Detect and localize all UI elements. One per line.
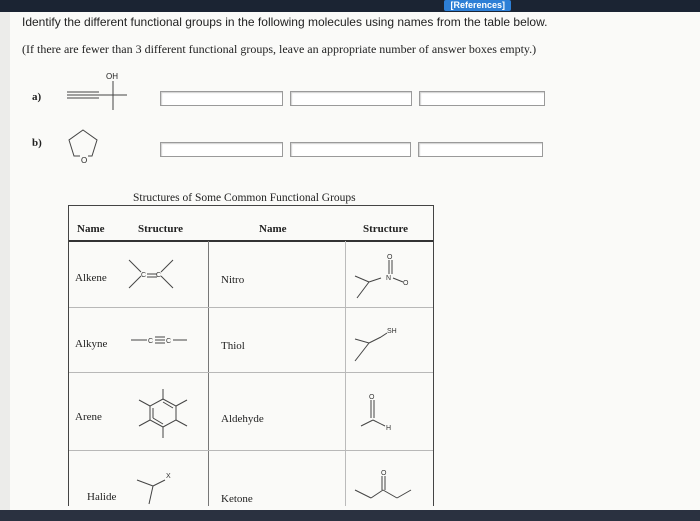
table-cell-name: Alkyne [75, 338, 108, 350]
question-b-label: b) [32, 137, 42, 149]
atom-label: X [166, 473, 171, 480]
column-divider [345, 241, 346, 506]
table-cell-name: Nitro [221, 274, 245, 286]
halide-structure [135, 468, 185, 506]
alkene-structure [127, 256, 177, 292]
question-a-answer-2[interactable] [290, 91, 412, 106]
question-b-answer-3[interactable] [418, 142, 543, 157]
question-a-answer-3[interactable] [419, 91, 545, 106]
bottom-bar [0, 510, 700, 521]
top-bar [0, 0, 700, 12]
question-a-label: a) [32, 91, 42, 103]
atom-label: O [403, 280, 409, 287]
atom-label-o: O [81, 156, 88, 165]
molecule-a-structure [65, 70, 135, 112]
question-b-answer-1[interactable] [160, 142, 283, 157]
atom-label: N [386, 275, 392, 282]
question-a-answer-1[interactable] [160, 91, 283, 106]
molecule-b-structure [65, 126, 110, 166]
atom-label: O [381, 470, 387, 477]
thiol-structure [351, 319, 411, 363]
table-title: Structures of Some Common Functional Groups [133, 192, 356, 204]
table-cell-name: Arene [75, 411, 102, 423]
references-button[interactable]: [References] [444, 0, 511, 11]
atom-label: H [386, 425, 392, 432]
alkyne-structure [129, 331, 189, 347]
row-divider [69, 450, 433, 451]
atom-label: O [369, 394, 375, 401]
atom-label: O [387, 254, 393, 261]
row-divider [69, 372, 433, 373]
atom-label-oh: OH [106, 72, 118, 81]
header-structure-right: Structure [363, 223, 409, 235]
atom-label: SH [387, 328, 397, 335]
header-name-left: Name [77, 223, 105, 235]
header-structure-left: Structure [138, 223, 184, 235]
atom-label: C [156, 272, 162, 279]
atom-label: C [166, 338, 172, 345]
aldehyde-structure [353, 390, 403, 440]
column-divider [208, 241, 209, 506]
header-divider [69, 240, 433, 242]
instruction-text: Identify the different functional groups in the following molecules using names from the table below. [22, 15, 548, 29]
atom-label: C [148, 338, 154, 345]
question-page [10, 12, 700, 510]
nitro-structure [351, 252, 411, 302]
atom-label: C [141, 272, 147, 279]
table-cell-name: Alkene [75, 272, 107, 284]
table-cell-name: Halide [87, 491, 117, 503]
table-cell-name: Aldehyde [221, 413, 264, 425]
ketone-structure [351, 468, 417, 506]
header-name-right: Name [259, 223, 287, 235]
question-b-answer-2[interactable] [290, 142, 411, 157]
row-divider [69, 307, 433, 308]
table-cell-name: Ketone [221, 493, 253, 505]
table-cell-name: Thiol [221, 340, 245, 352]
arene-structure [133, 382, 193, 442]
instruction-note: (If there are fewer than 3 different functional groups, leave an appropriate number of answer boxes empty.) [22, 42, 537, 56]
functional-groups-table [68, 205, 434, 506]
